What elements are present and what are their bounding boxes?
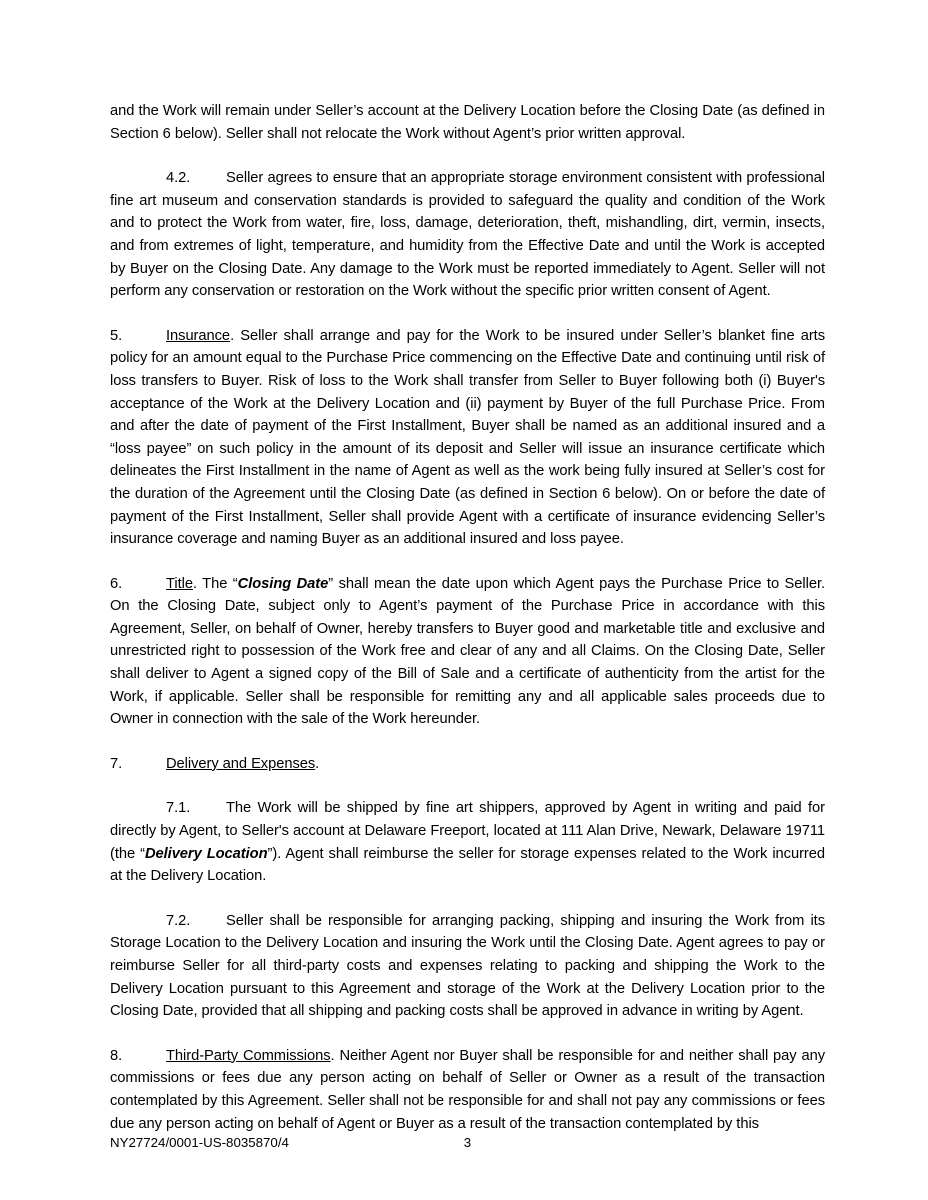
paragraph-number: 7. xyxy=(110,755,123,772)
paragraph-text: . Neither Agent nor Buyer shall be responsible for and neither shall pay any commissions or fees due any person acting on behalf of Seller or Owner as a result of the transaction contemplated by this Agreement. Seller shall not be responsible for and shall not pay any commissions or fees due any person acting on behalf of Agent or Buyer as a result of the transaction contemplated by this xyxy=(110,1047,825,1132)
paragraph-indent xyxy=(110,167,166,190)
para-7-2 xyxy=(110,910,825,1023)
paragraph-text: . The “ xyxy=(192,575,238,592)
para-continuation xyxy=(110,100,825,145)
section-heading-text: Third-Party Commissions xyxy=(166,1047,331,1064)
paragraph-text: and the Work will remain under Seller’s account at the Delivery Location before the Closing Date (as defined in Section 6 below). Seller shall not relocate the Work without Agent’s prior written approval. xyxy=(110,103,825,142)
defined-term: Closing Date xyxy=(237,575,329,592)
paragraph-text: Seller agrees to ensure that an appropriate storage environment consistent with professional fine art museum and conservation standards is provided to safeguard the quality and condition of the Work and to protect the Work from water, fire, loss, damage, deterioration, theft, mishandling, dirt, vermin, insects, and from extremes of light, temperature, and humidity from the Effective Date and until the Work is accepted by Buyer on the Closing Date. Any damage to the Work must be reported immediately to Agent. Seller will not perform any conservation or restoration on the Work without the specific prior written consent of Agent. xyxy=(110,170,825,300)
paragraph-text: . Seller shall arrange and pay for the Work to be insured under Seller’s blanket fine arts policy for an amount equal to the Purchase Price commencing on the Effective Date and continuing until risk of loss transfers to Buyer. Risk of loss to the Work shall transfer from Seller to Buyer following both (i) Buyer's acceptance of the Work at the Delivery Location and (ii) payment by Buyer of the full Purchase Price. From and after the date of payment of the First Installment, Buyer shall be named as an additional insured and a “loss payee” on such policy in the amount of its deposit and Seller will issue an insurance certificate which delineates the First Installment in the name of Agent as well as the work being fully insured at Seller’s cost for the duration of the Agreement until the Closing Date (as defined in Section 6 below). On or before the date of payment of the First Installment, Seller shall provide Agent with a certificate of insurance evidencing Seller’s insurance coverage and naming Buyer as an additional insured and loss payee. xyxy=(110,327,825,548)
para-6-title xyxy=(110,573,825,731)
paragraph-text: The Work will be shipped by fine art shippers, approved by Agent in writing and paid for directly by Agent, to Seller's account at Delaware Freeport, located at 111 Alan Drive, Newark, Delaware 19711 (the “ xyxy=(110,800,825,862)
paragraph-number: 7.1. xyxy=(166,800,191,817)
para-4-2 xyxy=(110,167,825,303)
document-body xyxy=(110,100,825,1135)
paragraph-number: 7.2. xyxy=(166,912,191,929)
para-7-delivery xyxy=(110,753,825,776)
para-5-insurance xyxy=(110,325,825,551)
paragraph-number: 8. xyxy=(110,1047,123,1064)
defined-term: Delivery Location xyxy=(144,845,268,862)
footer-page-number: 3 xyxy=(463,1135,472,1150)
para-8-commissions xyxy=(110,1045,825,1135)
paragraph-number: 5. xyxy=(110,327,123,344)
paragraph-text: ”). Agent shall reimburse the seller for storage expenses related to the Work incurred at the Delivery Location. xyxy=(110,845,825,885)
paragraph-text: ” shall mean the date upon which Agent pays the Purchase Price to Seller. On the Closing Date, subject only to Agent’s payment of the Purchase Price in accordance with this Agreement, Seller, on behalf of Owner, hereby transfers to Buyer good and marketable title and exclusive and unrestricted right to possession of the Work free and clear of any and all Claims. On the Closing Date, Seller shall deliver to Agent a signed copy of the Bill of Sale and a certificate of authenticity from the artist for the Work, if applicable. Seller shall be responsible for remitting any and all applicable sales proceeds due to Owner in connection with the sale of the Work hereunder. xyxy=(110,575,826,728)
para-7-1 xyxy=(110,797,825,887)
footer-reference: NY27724/0001-US-8035870/4 xyxy=(110,1135,289,1150)
section-heading-text: Delivery and Expenses xyxy=(166,755,316,772)
paragraph-indent xyxy=(110,797,166,820)
paragraph-indent xyxy=(110,910,166,933)
paragraph-text: . xyxy=(315,755,320,772)
paragraph-text: Seller shall be responsible for arranging packing, shipping and insuring the Work from its Storage Location to the Delivery Location and insuring the Work until the Closing Date. Agent agrees to pay or reimburse Seller for all third-party costs and expenses relating to packing and shipping the Work to the Delivery Location pursuant to this Agreement and storage of the Work at the Delivery Location prior to the Closing Date, provided that all shipping and packing costs shall be approved in advance in writing by Agent. xyxy=(110,912,825,1020)
section-heading-text: Insurance xyxy=(166,327,231,344)
section-heading-text: Title xyxy=(166,575,193,592)
paragraph-number: 4.2. xyxy=(166,170,191,187)
paragraph-number: 6. xyxy=(110,575,123,592)
